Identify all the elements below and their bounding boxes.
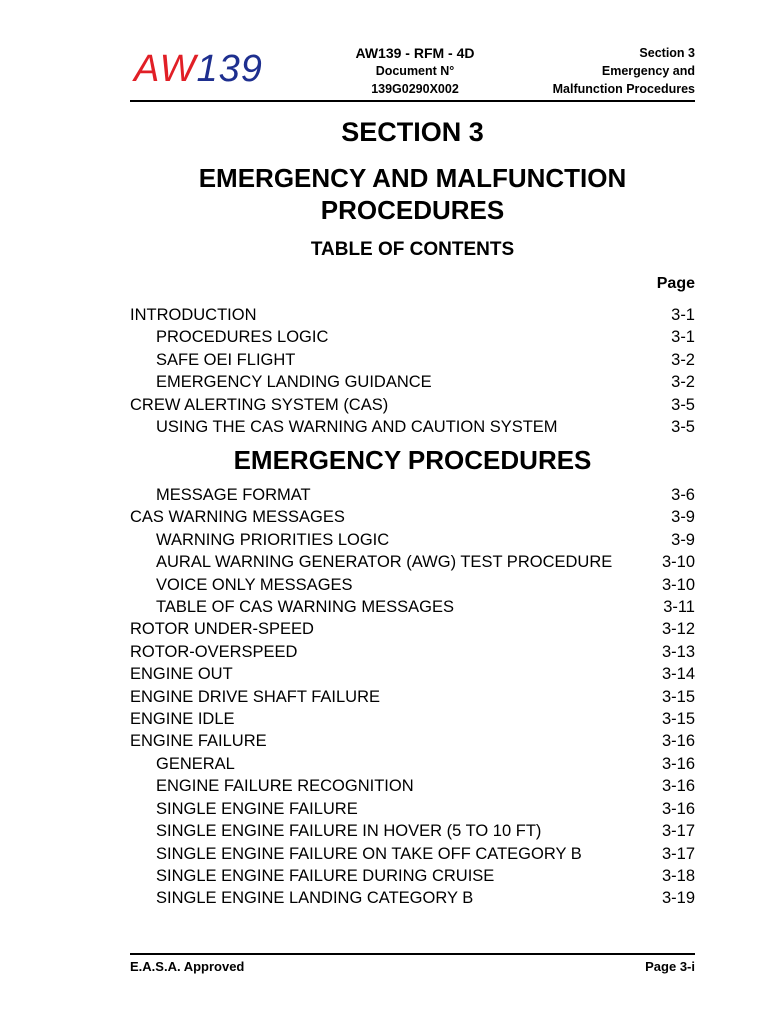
toc-entry-title: INTRODUCTION <box>130 306 257 324</box>
toc-entry <box>130 304 695 326</box>
toc-list-introduction <box>130 304 695 438</box>
toc-entry-title: TABLE OF CAS WARNING MESSAGES <box>156 598 454 617</box>
toc-entry-page: 3-15 <box>661 687 695 706</box>
toc-entry <box>130 775 695 797</box>
footer-rule <box>130 953 695 955</box>
toc-entry-page: 3-14 <box>661 665 695 684</box>
logo-number-text: 139 <box>196 48 263 90</box>
header-section-name-line1: Emergency and <box>601 64 695 78</box>
toc-entry <box>130 820 695 842</box>
toc-entry-title: MESSAGE FORMAT <box>156 486 311 504</box>
toc-entry <box>130 865 695 887</box>
toc-entry-page: 3-6 <box>671 486 695 504</box>
toc-entry <box>130 326 695 348</box>
toc-entry-title: CAS WARNING MESSAGES <box>130 508 345 527</box>
toc-entry-page: 3-16 <box>661 754 695 773</box>
toc-entry <box>130 506 695 528</box>
toc-entry-title: CREW ALERTING SYSTEM (CAS) <box>130 395 389 414</box>
toc-entry-page: 3-13 <box>661 642 695 661</box>
toc-entry <box>130 798 695 820</box>
toc-entry <box>130 484 695 506</box>
toc-entry-page: 3-2 <box>671 350 695 369</box>
toc-entry-page: 3-16 <box>661 732 695 751</box>
toc-entry-page: 3-16 <box>661 777 695 796</box>
toc-entry-page: 3-5 <box>671 395 695 414</box>
toc-entry-title: WARNING PRIORITIES LOGIC <box>156 530 390 549</box>
toc-entry-title: PROCEDURES LOGIC <box>156 328 329 347</box>
toc-entry <box>130 887 695 909</box>
toc-entry <box>130 394 695 416</box>
main-title-line2: PROCEDURES <box>320 195 505 225</box>
toc-entry-page: 3-2 <box>671 373 695 392</box>
toc-entry-page: 3-12 <box>661 620 695 639</box>
toc-entry-title: AURAL WARNING GENERATOR (AWG) TEST PROCEDURE <box>156 553 613 572</box>
toc-entry <box>130 618 695 640</box>
toc-entry <box>130 551 695 573</box>
toc-entry <box>130 641 695 663</box>
toc-entry <box>130 708 695 730</box>
toc-entry <box>130 596 695 618</box>
header-section-number: Section 3 <box>639 46 695 60</box>
toc-entry <box>130 686 695 708</box>
toc-entry-title: SINGLE ENGINE FAILURE ON TAKE OFF CATEGORY B <box>156 844 582 863</box>
toc-entry-page: 3-9 <box>671 530 695 549</box>
toc-entry-page: 3-5 <box>671 418 695 437</box>
toc-entry-title: SINGLE ENGINE LANDING CATEGORY B <box>156 889 474 908</box>
toc-entry-page: 3-10 <box>661 553 695 572</box>
toc-entry <box>130 663 695 685</box>
toc-list-emergency <box>130 484 695 910</box>
toc-entry-page: 3-9 <box>671 508 695 527</box>
toc-entry <box>130 529 695 551</box>
page-column-label: Page <box>656 275 695 292</box>
toc-entry-page: 3-1 <box>671 306 695 324</box>
document-number-label: Document N° <box>375 64 455 78</box>
aw139-logo <box>134 46 263 92</box>
toc-entry-title: ENGINE IDLE <box>130 710 235 729</box>
toc-entry-title: USING THE CAS WARNING AND CAUTION SYSTEM <box>156 418 558 437</box>
toc-entry-title: ROTOR-OVERSPEED <box>130 642 298 661</box>
toc-entry-page: 3-15 <box>661 710 695 729</box>
header-section-name-line2: Malfunction Procedures <box>552 82 695 96</box>
emergency-procedures-title: EMERGENCY PROCEDURES <box>233 445 592 475</box>
toc-entry <box>130 730 695 752</box>
toc-entry-page: 3-16 <box>661 799 695 818</box>
toc-entry-title: ENGINE FAILURE <box>130 732 267 751</box>
main-title <box>130 162 695 226</box>
section-title: SECTION 3 <box>341 117 484 147</box>
toc-entry-title: EMERGENCY LANDING GUIDANCE <box>156 373 432 392</box>
approval-footer: E.A.S.A. Approved <box>130 959 245 974</box>
toc-entry-page: 3-11 <box>663 598 695 617</box>
toc-title: TABLE OF CONTENTS <box>310 239 515 260</box>
toc-entry-page: 3-10 <box>661 575 695 594</box>
toc-entry-title: ENGINE DRIVE SHAFT FAILURE <box>130 687 380 706</box>
toc-entry-title: SAFE OEI FLIGHT <box>156 350 296 369</box>
logo-aw-text: AW <box>134 48 197 90</box>
toc-entry-title: ENGINE OUT <box>130 665 233 684</box>
toc-entry <box>130 843 695 865</box>
toc-entry-title: ROTOR UNDER-SPEED <box>130 620 314 639</box>
document-number: 139G0290X002 <box>371 82 459 96</box>
toc-entry-title: VOICE ONLY MESSAGES <box>156 575 353 594</box>
toc-entry-title: SINGLE ENGINE FAILURE DURING CRUISE <box>156 866 495 885</box>
toc-entry-page: 3-1 <box>671 328 695 347</box>
toc-entry <box>130 416 695 438</box>
toc-entry-page: 3-18 <box>661 866 695 885</box>
toc-entry-title: ENGINE FAILURE RECOGNITION <box>156 777 414 796</box>
toc-entry <box>130 753 695 775</box>
toc-entry-page: 3-17 <box>661 844 695 863</box>
toc-entry-title: GENERAL <box>156 754 235 773</box>
toc-entry-page: 3-17 <box>661 822 695 841</box>
toc-entry-page: 3-19 <box>661 889 695 908</box>
header-section-info <box>475 44 695 98</box>
page-number-footer: Page 3-i <box>645 959 695 974</box>
manual-id: AW139 - RFM - 4D <box>355 45 475 61</box>
header-rule <box>130 100 695 102</box>
toc-entry <box>130 574 695 596</box>
toc-entry-title: SINGLE ENGINE FAILURE IN HOVER (5 TO 10 FT) <box>156 822 542 841</box>
main-title-line1: EMERGENCY AND MALFUNCTION <box>198 163 627 193</box>
toc-entry <box>130 371 695 393</box>
toc-entry-title: SINGLE ENGINE FAILURE <box>156 799 358 818</box>
toc-entry <box>130 349 695 371</box>
